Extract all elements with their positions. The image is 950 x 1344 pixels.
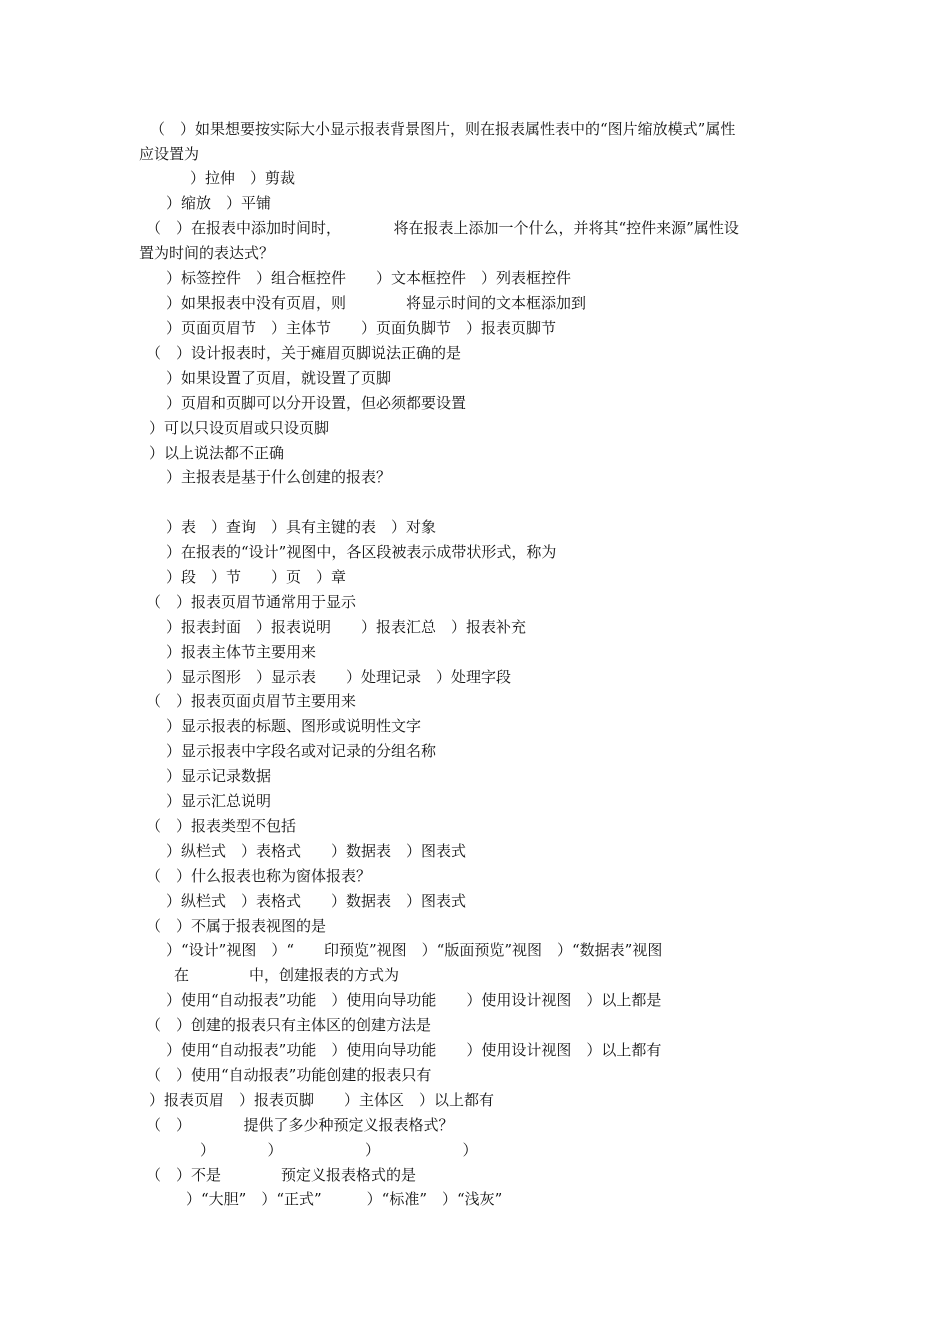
text-line: ）使用“自动报表”功能 ）使用向导功能 ）使用设计视图 ）以上都有 bbox=[166, 1041, 662, 1059]
text-line: ）页眉和页脚可以分开设置，但必须都要设置 bbox=[166, 394, 467, 412]
text-line: ）页面页眉节 ）主体节 ）页面负脚节 ）报表页脚节 bbox=[166, 319, 557, 337]
text-line: ）报表主体节主要用来 bbox=[166, 643, 317, 661]
text-line: ）可以只设页眉或只设页脚 bbox=[149, 419, 330, 437]
text-line: ）使用“自动报表”功能 ）使用向导功能 ）使用设计视图 ）以上都是 bbox=[166, 991, 662, 1009]
text-line: （ ）不属于报表视图的是 bbox=[146, 917, 327, 935]
text-line: ）“大胆” ）“正式” ）“标准” ）“浅灰” bbox=[186, 1190, 503, 1208]
text-line: ）显示汇总说明 bbox=[166, 792, 272, 810]
text-line: ）显示报表的标题、图形或说明性文字 bbox=[166, 717, 422, 735]
text-line: （ ）设计报表时，关于瘫眉页脚说法正确的是 bbox=[146, 344, 462, 362]
text-line: ）纵栏式 ）表格式 ）数据表 ）图表式 bbox=[166, 842, 467, 860]
text-line: ）拉伸 ）剪裁 bbox=[190, 169, 296, 187]
text-line: ）标签控件 ）组合框控件 ）文本框控件 ）列表框控件 bbox=[166, 269, 572, 287]
text-line: （ ）什么报表也称为窗体报表？ bbox=[146, 867, 372, 885]
text-line: ）段 ）节 ）页 ）章 bbox=[166, 568, 347, 586]
text-line: ）显示记录数据 bbox=[166, 767, 272, 785]
text-line: ）主报表是基于什么创建的报表？ bbox=[166, 468, 392, 486]
text-line: 应设置为 bbox=[139, 145, 200, 163]
text-line: ）显示图形 ）显示表 ）处理记录 ）处理字段 bbox=[166, 668, 512, 686]
text-line: 在 中，创建报表的方式为 bbox=[174, 966, 400, 984]
text-line: ） ） ） ） bbox=[200, 1141, 478, 1159]
text-line: （ ）如果想要按实际大小显示报表背景图片，则在报表属性表中的“图片缩放模式”属性 bbox=[150, 120, 736, 138]
text-line: ）在报表的“设计”视图中，各区段被表示成带状形式，称为 bbox=[166, 543, 557, 561]
text-line: （ ）报表页面贞眉节主要用来 bbox=[146, 692, 357, 710]
text-line: （ ）报表页眉节通常用于显示 bbox=[146, 593, 357, 611]
text-line: ）纵栏式 ）表格式 ）数据表 ）图表式 bbox=[166, 892, 467, 910]
text-line: （ ）创建的报表只有主体区的创建方法是 bbox=[146, 1016, 432, 1034]
text-line: （ ） 提供了多少种预定义报表格式？ bbox=[146, 1116, 454, 1134]
text-line: （ ）报表类型不包括 bbox=[146, 817, 297, 835]
text-line: （ ）使用“自动报表”功能创建的报表只有 bbox=[146, 1066, 432, 1084]
text-line: （ ）在报表中添加时间时， 将在报表上添加一个什么，并将其“控件来源”属性设 bbox=[146, 219, 739, 237]
text-line: 置为时间的表达式？ bbox=[139, 244, 275, 262]
text-line: ）以上说法都不正确 bbox=[149, 444, 285, 462]
text-line: ）如果报表中没有页眉，则 将显示时间的文本框添加到 bbox=[166, 294, 587, 312]
text-line: （ ）不是 预定义报表格式的是 bbox=[146, 1166, 417, 1184]
text-line: ）报表页眉 ）报表页脚 ）主体区 ）以上都有 bbox=[149, 1091, 495, 1109]
text-line: ）显示报表中字段名或对记录的分组名称 bbox=[166, 742, 437, 760]
text-line: ）报表封面 ）报表说明 ）报表汇总 ）报表补充 bbox=[166, 618, 527, 636]
text-line: ）表 ）查询 ）具有主键的表 ）对象 bbox=[166, 518, 437, 536]
text-line: ）如果设置了页眉，就设置了页脚 bbox=[166, 369, 392, 387]
text-line: ）“设计”视图 ）“ 印预览”视图 ）“版面预览”视图 ）“数据表”视图 bbox=[166, 941, 663, 959]
text-line: ）缩放 ）平铺 bbox=[166, 194, 272, 212]
